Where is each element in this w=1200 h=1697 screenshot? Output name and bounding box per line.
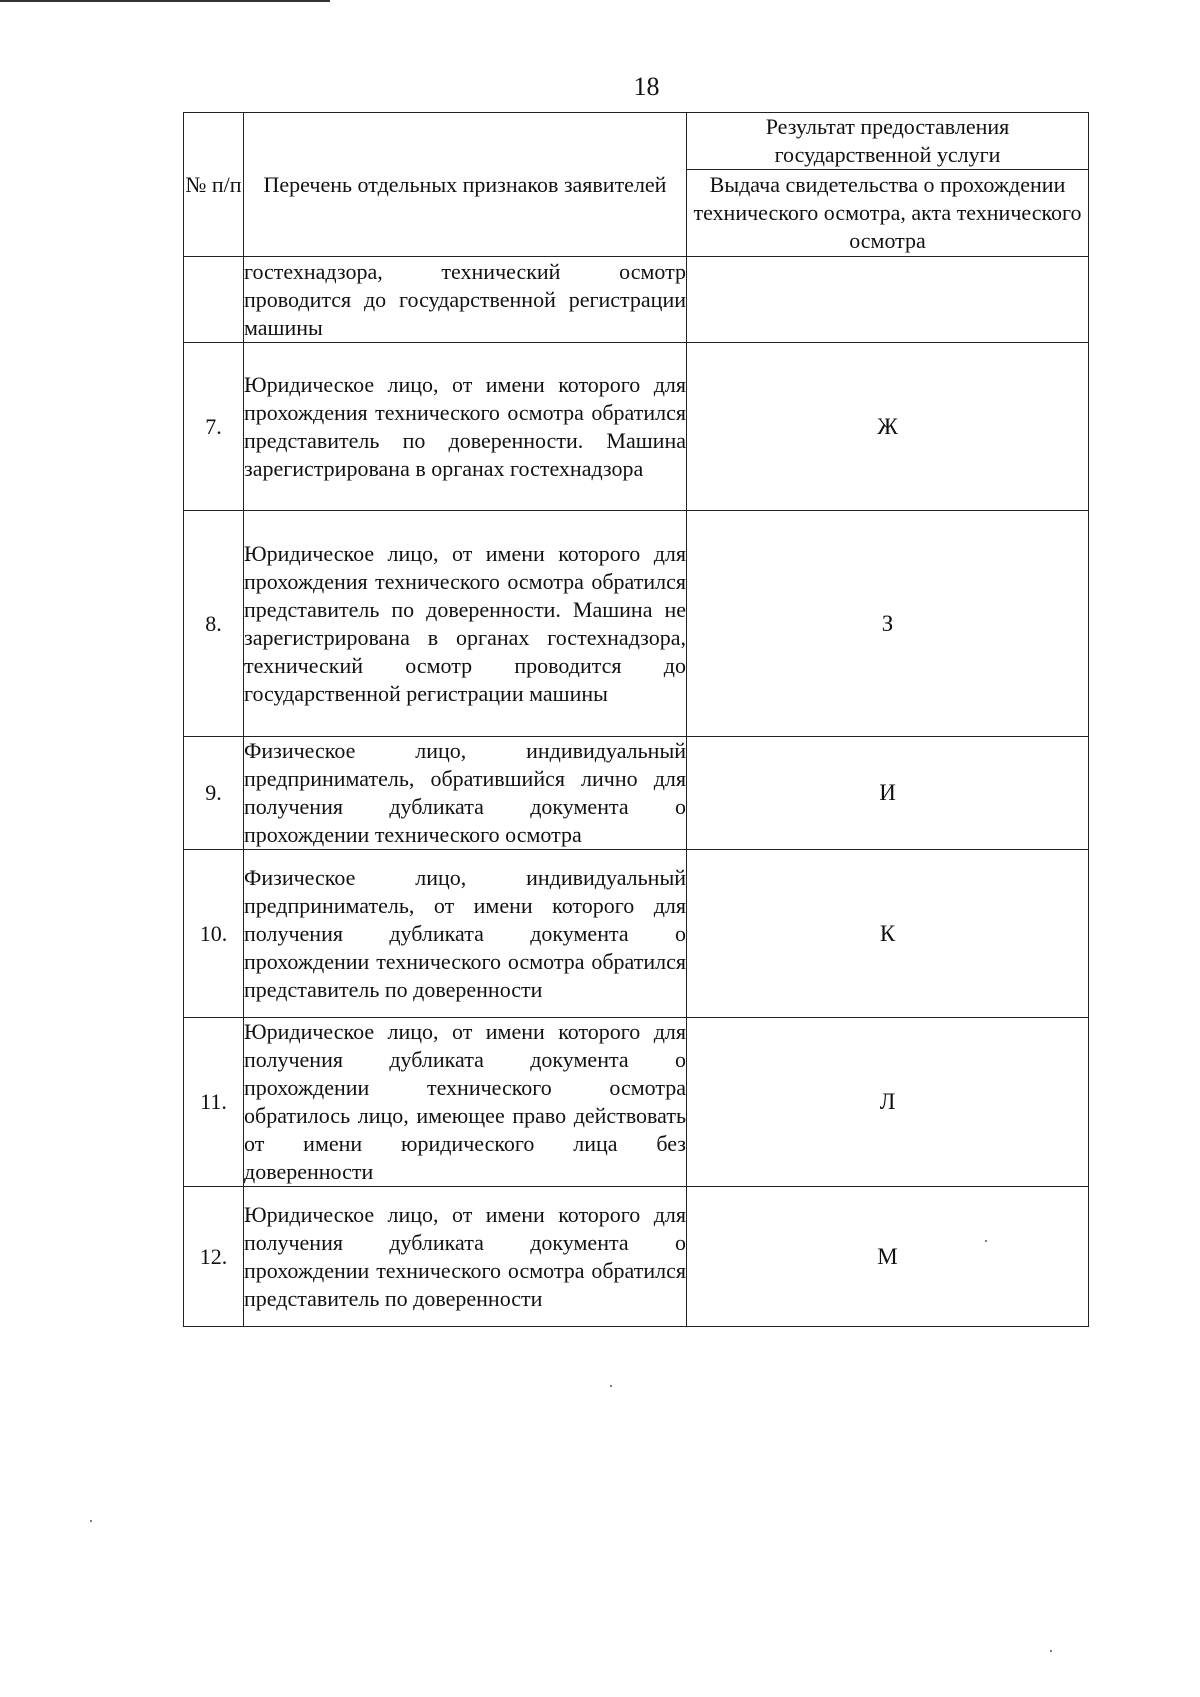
header-list: Перечень отдельных признаков заявителей (244, 113, 687, 257)
table-body (184, 257, 1089, 1327)
row-result: К (687, 850, 1089, 1018)
row-result: Ж (687, 343, 1089, 511)
row-criteria-text: гостехнадзора, технический осмотр проводится до государственной регистрации машины (244, 257, 687, 343)
row-number: 9. (184, 737, 244, 850)
scan-speck (90, 1520, 92, 1522)
row-criteria-text: Юридическое лицо, от имени которого для получения дубликата документа о прохождении технического осмотра обратилось лицо, имеющее право действовать от имени юридического лица без доверенности (244, 1018, 687, 1187)
row-criteria-text: Физическое лицо, индивидуальный предприниматель, от имени которого для получения дубликата документа о прохождении технического осмотра обратился представитель по доверенности (244, 850, 687, 1018)
table-row (184, 850, 1089, 1018)
row-criteria-text: Юридическое лицо, от имени которого для прохождения технического осмотра обратился представитель по доверенности. Машина не зарегистрирована в органах гостехнадзора, технический осмотр проводится до государственной регистрации машины (244, 511, 687, 737)
row-criteria-text: Юридическое лицо, от имени которого для прохождения технического осмотра обратился представитель по доверенности. Машина зарегистрирована в органах гостехнадзора (244, 343, 687, 511)
row-criteria-text: Физическое лицо, индивидуальный предприниматель, обратившийся лично для получения дубликата документа о прохождении технического осмотра (244, 737, 687, 850)
table-row (184, 1018, 1089, 1187)
header-result-sub: Выдача свидетельства о прохождении технического осмотра, акта технического осмотра (687, 170, 1089, 257)
row-result: М (687, 1187, 1089, 1327)
header-number: № п/п (184, 113, 244, 257)
row-result: Л (687, 1018, 1089, 1187)
row-number: 11. (184, 1018, 244, 1187)
table-row (184, 257, 1089, 343)
applicant-criteria-table (183, 112, 1089, 1327)
row-result: И (687, 737, 1089, 850)
row-number: 8. (184, 511, 244, 737)
scan-speck (1050, 1650, 1052, 1652)
header-result-group: Результат предоставления государственной услуги (687, 113, 1089, 170)
page-number: 18 (633, 72, 660, 101)
row-criteria-text: Юридическое лицо, от имени которого для получения дубликата документа о прохождении технического осмотра обратился представитель по доверенности (244, 1187, 687, 1327)
row-result: З (687, 511, 1089, 737)
table-row (184, 511, 1089, 737)
scan-speck (610, 1385, 612, 1387)
table-row (184, 343, 1089, 511)
scan-speck (985, 1240, 987, 1242)
scan-edge-line (0, 0, 330, 2)
table-row (184, 737, 1089, 850)
row-result (687, 257, 1089, 343)
table-row (184, 1187, 1089, 1327)
row-number: 7. (184, 343, 244, 511)
row-number: 10. (184, 850, 244, 1018)
row-number: 12. (184, 1187, 244, 1327)
row-number (184, 257, 244, 343)
